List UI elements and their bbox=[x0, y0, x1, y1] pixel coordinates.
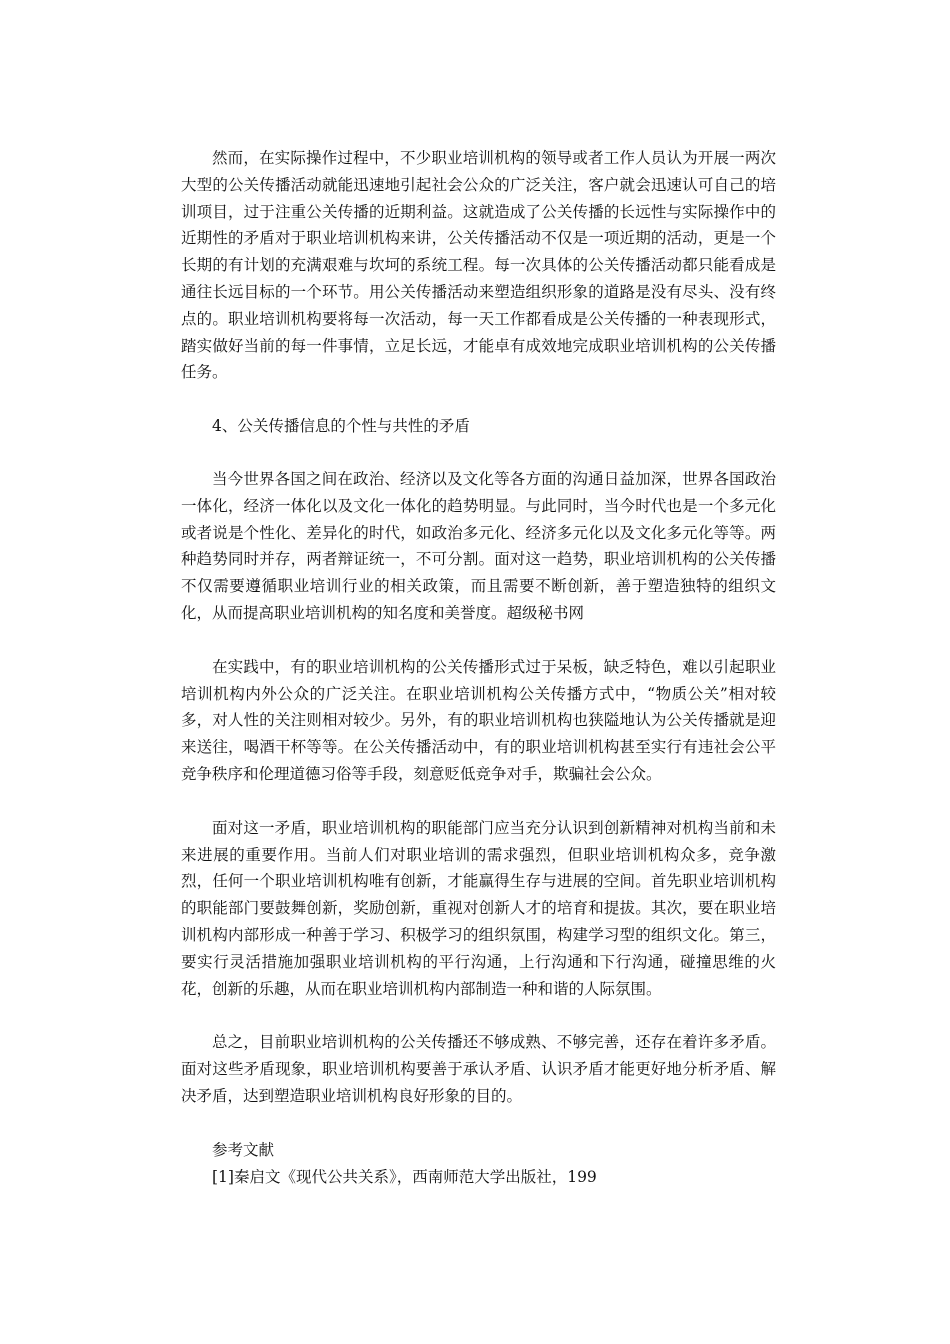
paragraph-globalization-trends: 当今世界各国之间在政治、经济以及文化等各方面的沟通日益加深，世界各国政治一体化，经济一体化以及文化一体化的趋势明显。与此同时，当今时代也是一个多元化或者说是个性化、差异化的时代，如政治多元化、经济多元化以及文化多元化等等。两种趋势同时并存，两者辩证统一，不可分割。面对这一趋势，职业培训机构的公关传播不仅需要遵循职业培训行业的相关政策，而且需要不断创新，善于塑造独特的组织文化，从而提高职业培训机构的知名度和美誉度。超级秘书网 bbox=[181, 469, 776, 622]
references-heading: 参考文献 bbox=[212, 1140, 275, 1159]
paragraph-innovation-measures: 面对这一矛盾，职业培训机构的职能部门应当充分认识到创新精神对机构当前和未来进展的重要作用。当前人们对职业培训的需求强烈，但职业培训机构众多，竞争激烈，任何一个职业培训机构唯有创新，才能赢得生存与进展的空间。首先职业培训机构的职能部门要鼓舞创新，奖励创新，重视对创新人才的培育和提拔。其次，要在职业培训机构内部形成一种善于学习、积极学习的组织氛围，构建学习型的组织文化。第三，要实行灵活措施加强职业培训机构的平行沟通，上行沟通和下行沟通，碰撞思维的火花，创新的乐趣，从而在职业培训机构内部制造一种和谐的人际氛围。 bbox=[181, 818, 776, 998]
document-body bbox=[181, 145, 776, 1190]
paragraph-conclusion: 总之，目前职业培训机构的公关传播还不够成熟、不够完善，还存在着许多矛盾。面对这些矛盾现象，职业培训机构要善于承认矛盾、认识矛盾才能更好地分析矛盾、解决矛盾，达到塑造职业培训机构良好形象的目的。 bbox=[181, 1033, 776, 1105]
section-heading-4: 4、公关传播信息的个性与共性的矛盾 bbox=[212, 417, 470, 436]
reference-item-1: [1]秦启文《现代公共关系》，西南师范大学出版社，199 bbox=[212, 1167, 597, 1186]
paragraph-long-term-vs-short-term: 然而，在实际操作过程中，不少职业培训机构的领导或者工作人员认为开展一两次大型的公关传播活动就能迅速地引起社会公众的广泛关注，客户就会迅速认可自己的培训项目，过于注重公关传播的近期利益。这就造成了公关传播的长远性与实际操作中的近期性的矛盾对于职业培训机构来讲，公关传播活动不仅是一项近期的活动，更是一个长期的有计划的充满艰难与坎坷的系统工程。每一次具体的公关传播活动都只能看成是通往长远目标的一个环节。用公关传播活动来塑造组织形象的道路是没有尽头、没有终点的。职业培训机构要将每一次活动，每一天工作都看成是公关传播的一种表现形式，踏实做好当前的每一件事情，立足长远，才能卓有成效地完成职业培训机构的公关传播任务。 bbox=[181, 149, 776, 382]
paragraph-practice-problems: 在实践中，有的职业培训机构的公关传播形式过于呆板，缺乏特色，难以引起职业培训机构内外公众的广泛关注。在职业培训机构公关传播方式中，“物质公关”相对较多，对人性的关注则相对较少。另外，有的职业培训机构也狭隘地认为公关传播就是迎来送往，喝酒干杯等等。在公关传播活动中，有的职业培训机构甚至实行有违社会公平竞争秩序和伦理道德习俗等手段，刻意贬低竞争对手，欺骗社会公众。 bbox=[181, 657, 776, 783]
